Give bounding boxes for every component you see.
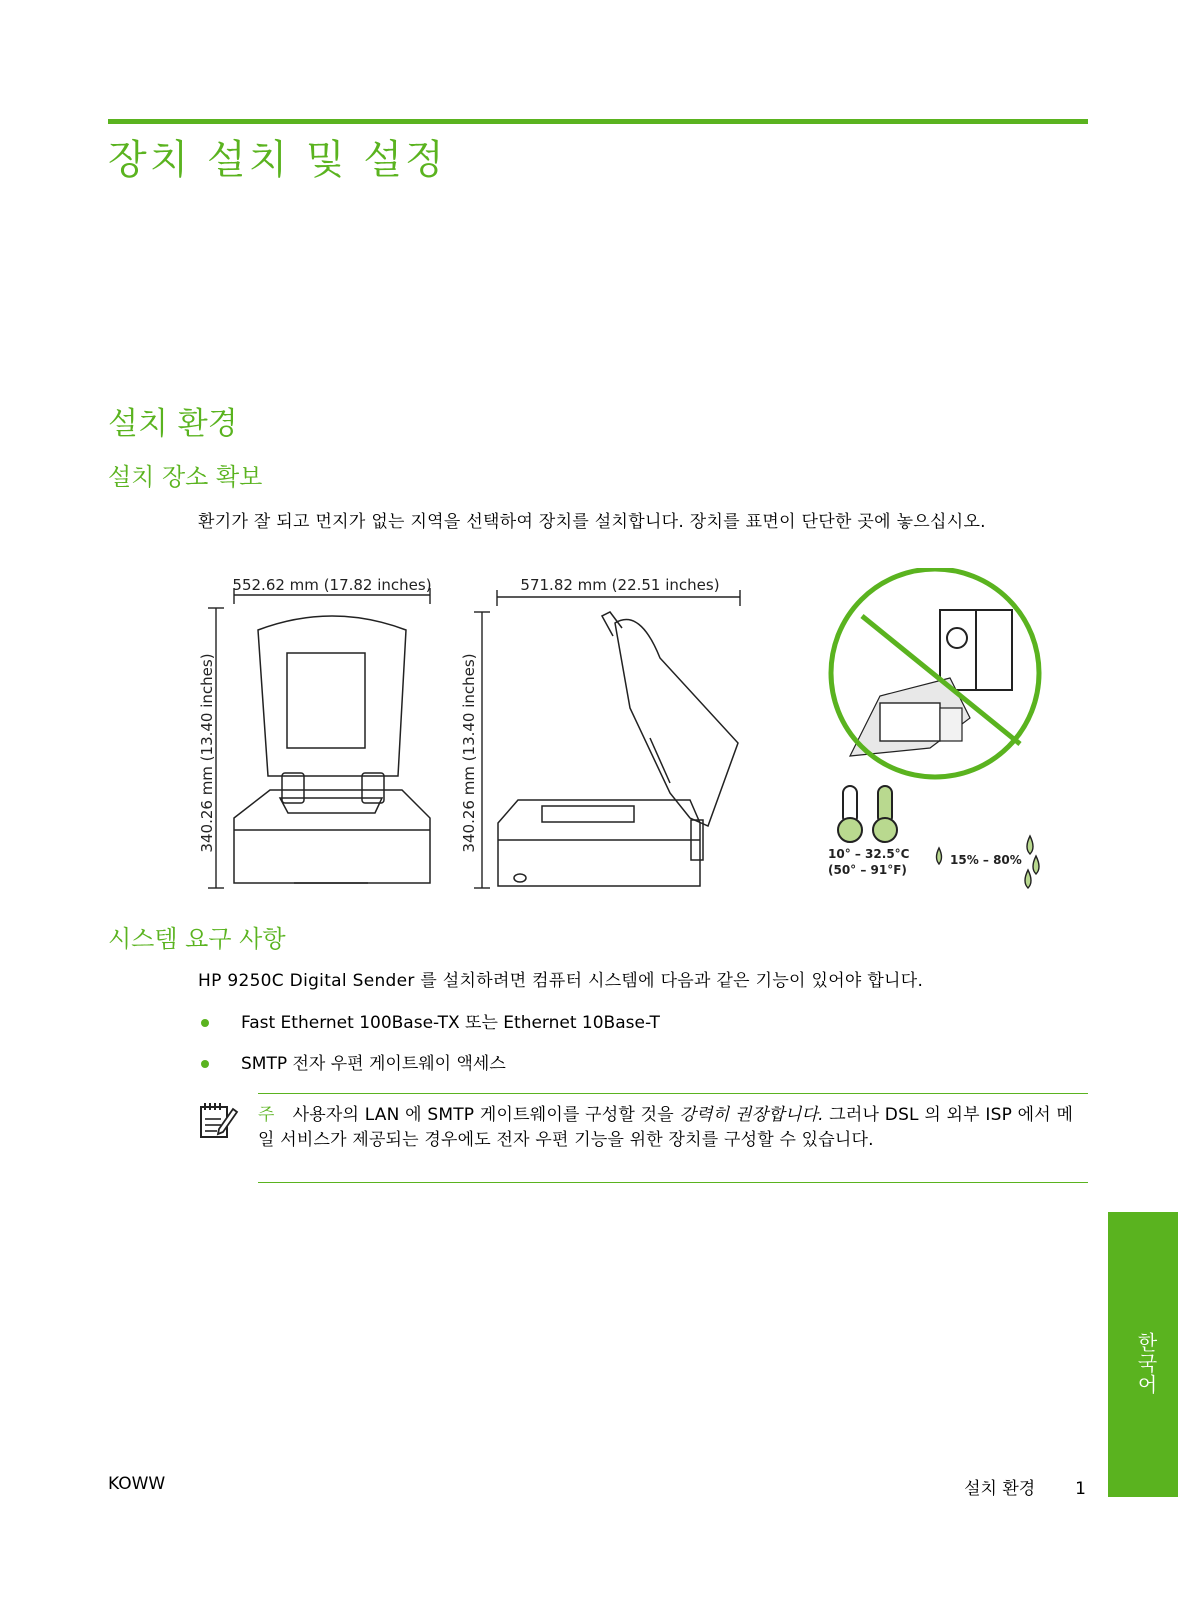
bullet-icon xyxy=(201,1019,209,1027)
note-label: 주 xyxy=(258,1105,275,1125)
humidity-range: 15% – 80% xyxy=(950,853,1022,867)
note-pad-icon xyxy=(197,1099,239,1141)
front-view-drawing xyxy=(234,616,430,883)
page-number: 1 xyxy=(1075,1479,1086,1499)
temperature-celsius: 10° – 32.5°C xyxy=(828,847,910,861)
bullet-icon xyxy=(201,1060,209,1068)
note-text: 주 사용자의 LAN 에 SMTP 게이트웨이를 구성할 것을 강력히 권장합니다. 그러나 DSL 의 외부 ISP 에서 메일 서비스가 제공되는 경우에도 전자 우편 기능을 위한 장치를 구성할 수 있습니다. xyxy=(258,1105,1074,1150)
note-top-rule xyxy=(258,1093,1088,1094)
installation-figure xyxy=(190,568,1070,900)
chapter-title: 장치 설치 및 설정 xyxy=(108,137,447,183)
footer-doc-code: KOWW xyxy=(108,1474,166,1494)
no-sunlight-illustration xyxy=(831,569,1039,777)
temperature-fahrenheit: (50° – 91°F) xyxy=(828,863,907,877)
footer-section: 설치 환경 1 xyxy=(964,1479,1086,1499)
note-bottom-rule xyxy=(258,1182,1088,1183)
section-title: 설치 환경 xyxy=(108,406,238,442)
subsection-location-title: 설치 장소 확보 xyxy=(108,463,263,491)
location-paragraph: 환기가 잘 되고 먼지가 없는 지역을 선택하여 장치를 설치합니다. 장치를 표면이 단단한 곳에 놓으십시오. xyxy=(198,512,986,532)
front-height-label: 340.26 mm (13.40 inches) xyxy=(198,653,216,853)
chapter-rule xyxy=(108,119,1088,124)
requirements-paragraph: HP 9250C Digital Sender 를 설치하려면 컴퓨터 시스템에 다음과 같은 기능이 있어야 합니다. xyxy=(198,971,924,991)
side-width-label: 571.82 mm (22.51 inches) xyxy=(520,576,720,594)
front-width-label: 552.62 mm (17.82 inches) xyxy=(232,576,432,594)
language-tab: 한국어 xyxy=(1108,1212,1178,1497)
side-height-label: 340.26 mm (13.40 inches) xyxy=(460,653,478,853)
side-view-drawing xyxy=(498,612,738,886)
subsection-requirements-title: 시스템 요구 사항 xyxy=(108,925,286,953)
thermometer-icon xyxy=(838,786,897,842)
